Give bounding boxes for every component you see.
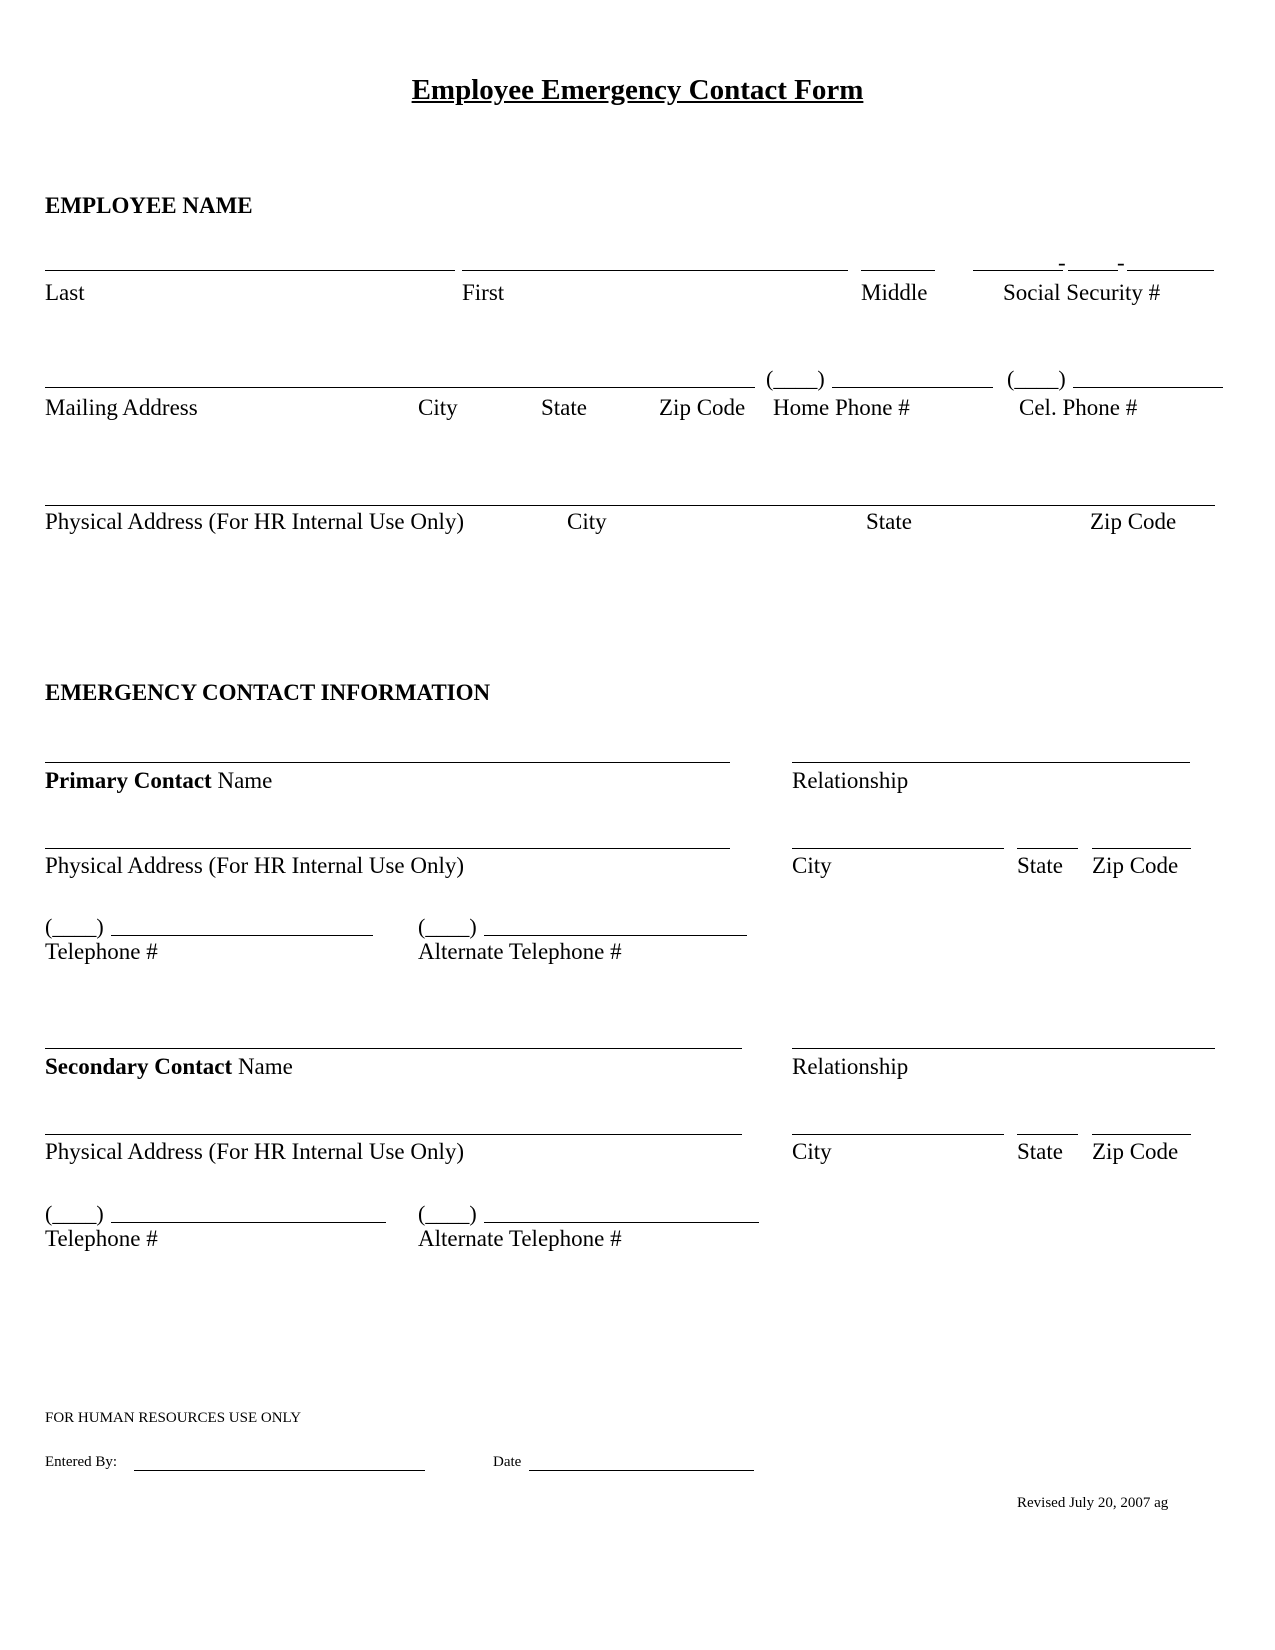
primary-phone-area-code[interactable]: (____)	[45, 914, 104, 939]
mailing-city-label: City	[418, 395, 458, 420]
form-title: Employee Emergency Contact Form	[411, 74, 864, 106]
secondary-alt-phone-line[interactable]	[484, 1222, 759, 1223]
date-label: Date	[493, 1454, 522, 1470]
last-label: Last	[45, 280, 85, 305]
secondary-state-label: State	[1017, 1139, 1063, 1164]
primary-city-label: City	[792, 853, 832, 878]
primary-name-label	[45, 768, 272, 794]
primary-city-line[interactable]	[792, 848, 1004, 849]
secondary-address-line[interactable]	[45, 1134, 742, 1135]
secondary-name-label	[45, 1054, 293, 1080]
cel-phone-label: Cel. Phone #	[1019, 395, 1138, 420]
cel-phone-area-code[interactable]: (____)	[1007, 366, 1066, 391]
entered-by-label: Entered By:	[45, 1454, 118, 1470]
primary-alt-phone-area-code[interactable]: (____)	[418, 914, 477, 939]
employee-physical-address-label: Physical Address (For HR Internal Use Only)	[45, 509, 465, 534]
primary-zip-label: Zip Code	[1092, 853, 1179, 878]
secondary-city-line[interactable]	[792, 1134, 1004, 1135]
employee-physical-state-label: State	[866, 509, 912, 534]
secondary-state-line[interactable]	[1017, 1134, 1078, 1135]
hr-use-only-heading: FOR HUMAN RESOURCES USE ONLY	[45, 1410, 302, 1426]
secondary-zip-label: Zip Code	[1092, 1139, 1179, 1164]
secondary-phone-area-code[interactable]: (____)	[45, 1201, 104, 1226]
primary-name-suffix: Name	[211, 768, 273, 793]
emergency-contact-heading: EMERGENCY CONTACT INFORMATION	[45, 680, 491, 705]
mailing-state-label: State	[541, 395, 587, 420]
secondary-zip-line[interactable]	[1092, 1134, 1191, 1135]
employee-name-heading: EMPLOYEE NAME	[45, 193, 253, 218]
mailing-address-label: Mailing Address	[45, 395, 198, 420]
ssn-dash-1: -	[1058, 250, 1066, 275]
home-phone-area-code[interactable]: (____)	[766, 366, 825, 391]
primary-phone-line[interactable]	[111, 935, 373, 936]
employee-physical-address-line[interactable]	[45, 505, 1215, 506]
home-phone-label: Home Phone #	[773, 395, 910, 420]
primary-state-line[interactable]	[1017, 848, 1078, 849]
ssn-line-part3[interactable]	[1127, 270, 1214, 271]
primary-relationship-line[interactable]	[792, 762, 1190, 763]
secondary-alt-phone-area-code[interactable]: (____)	[418, 1201, 477, 1226]
home-phone-line[interactable]	[832, 387, 993, 388]
ssn-label: Social Security #	[1003, 280, 1161, 305]
primary-alt-telephone-label: Alternate Telephone #	[418, 939, 622, 964]
employee-physical-city-label: City	[567, 509, 607, 534]
secondary-city-label: City	[792, 1139, 832, 1164]
primary-relationship-label: Relationship	[792, 768, 909, 793]
ssn-dash-2: -	[1117, 250, 1125, 275]
primary-zip-line[interactable]	[1092, 848, 1191, 849]
mailing-address-line[interactable]	[45, 387, 755, 388]
revision-note: Revised July 20, 2007 ag	[1017, 1495, 1169, 1511]
secondary-relationship-line[interactable]	[792, 1048, 1215, 1049]
primary-telephone-label: Telephone #	[45, 939, 158, 964]
primary-contact-bold: Primary Contact	[45, 768, 212, 793]
ssn-line-part2[interactable]	[1068, 270, 1118, 271]
mailing-zip-label: Zip Code	[659, 395, 746, 420]
middle-name-line[interactable]	[861, 270, 935, 271]
primary-address-label: Physical Address (For HR Internal Use Only)	[45, 853, 465, 878]
primary-alt-phone-line[interactable]	[484, 935, 747, 936]
ssn-line-part1[interactable]	[973, 270, 1063, 271]
first-name-line[interactable]	[462, 270, 848, 271]
primary-state-label: State	[1017, 853, 1063, 878]
middle-label: Middle	[861, 280, 928, 305]
employee-physical-zip-label: Zip Code	[1090, 509, 1177, 534]
primary-address-line[interactable]	[45, 848, 730, 849]
primary-name-line[interactable]	[45, 762, 730, 763]
date-line[interactable]	[529, 1470, 754, 1471]
secondary-name-line[interactable]	[45, 1048, 742, 1049]
cel-phone-line[interactable]	[1073, 387, 1223, 388]
secondary-alt-telephone-label: Alternate Telephone #	[418, 1226, 622, 1251]
last-name-line[interactable]	[45, 270, 455, 271]
first-label: First	[462, 280, 505, 305]
secondary-contact-bold: Secondary Contact	[45, 1054, 233, 1079]
entered-by-line[interactable]	[134, 1470, 425, 1471]
secondary-telephone-label: Telephone #	[45, 1226, 158, 1251]
secondary-name-suffix: Name	[232, 1054, 293, 1079]
secondary-address-label: Physical Address (For HR Internal Use Only)	[45, 1139, 465, 1164]
secondary-phone-line[interactable]	[111, 1222, 386, 1223]
secondary-relationship-label: Relationship	[792, 1054, 909, 1079]
